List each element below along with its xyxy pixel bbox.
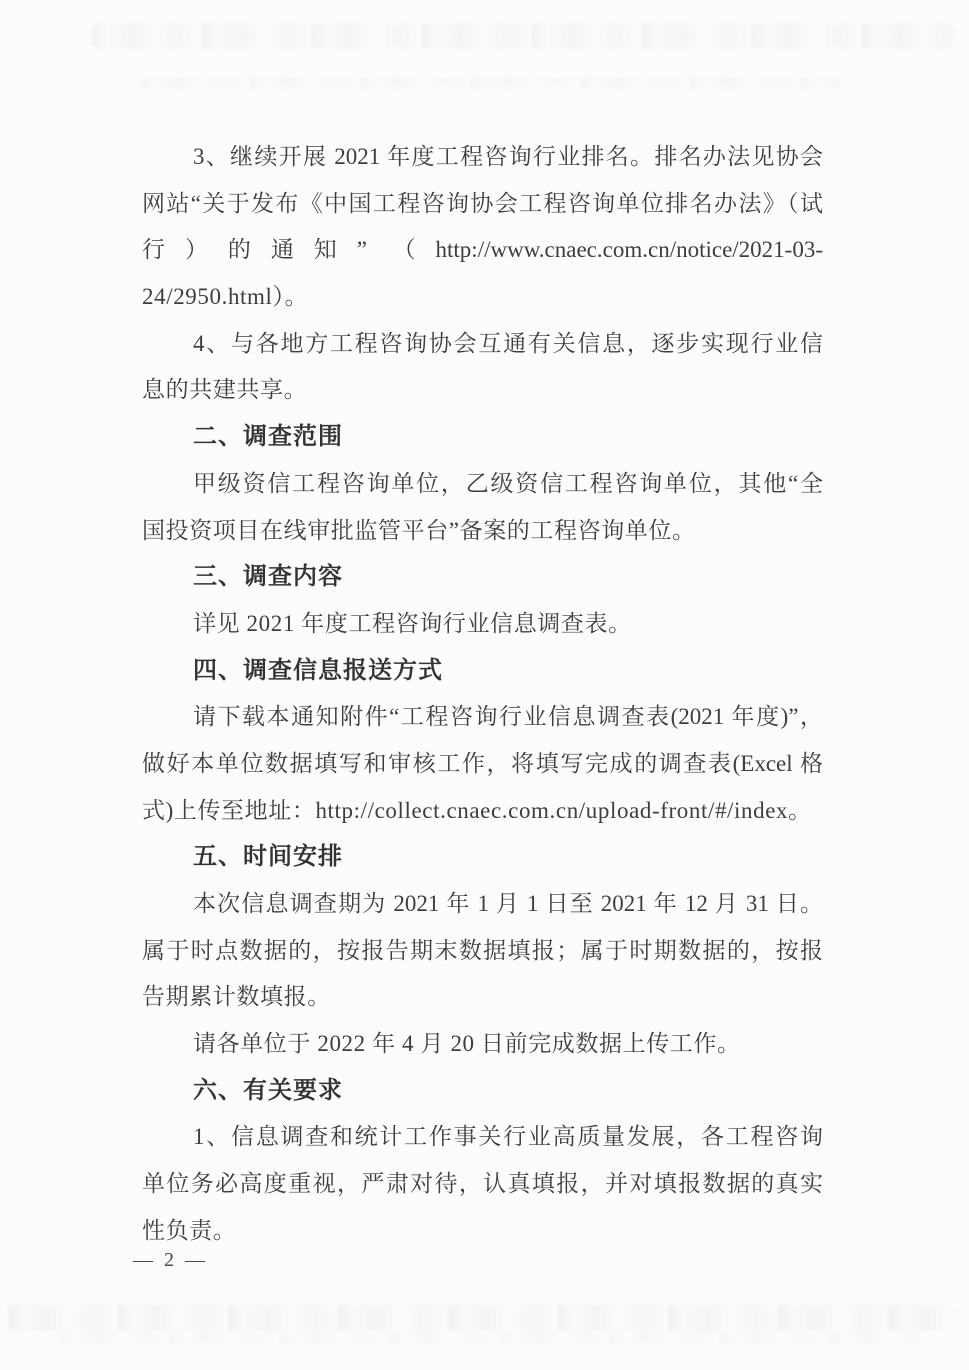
doc-line: 行）的通知” （http://www.cnaec.com.cn/notice/2021-03-	[142, 237, 823, 263]
document-body	[142, 134, 823, 1255]
doc-line: 3、继续开展 2021 年度工程咨询行业排名。排名办法见协会	[193, 144, 823, 169]
doc-line: 息的共建共享。	[142, 377, 308, 403]
doc-line: 国投资项目在线审批监管平台”备案的工程咨询单位。	[142, 517, 696, 543]
doc-line: 请各单位于 2022 年 4 月 20 日前完成数据上传工作。	[193, 1031, 741, 1057]
section-heading-4: 四、调查信息报送方式	[193, 656, 443, 684]
doc-line: 性负责。	[142, 1217, 237, 1243]
scan-artifact-bottom	[8, 1305, 958, 1331]
section-heading-3: 三、调查内容	[193, 563, 343, 591]
doc-line: 请下载本通知附件“工程咨询行业信息调查表(2021 年度)”，	[193, 704, 823, 730]
doc-line: 属于时点数据的，按报告期末数据填报；属于时期数据的，按报	[142, 937, 823, 963]
page-number: — 2 —	[133, 1249, 208, 1271]
doc-line: 甲级资信工程咨询单位，乙级资信工程咨询单位，其他“全	[193, 470, 823, 496]
doc-line: 单位务必高度重视，严肃对待，认真填报，并对填报数据的真实	[142, 1171, 823, 1197]
doc-line: 式)上传至地址：http://collect.cnaec.com.cn/upload-front/#/index。	[142, 797, 812, 823]
doc-line: 做好本单位数据填写和审核工作，将填写完成的调查表(Excel 格	[142, 750, 823, 776]
section-heading-2: 二、调查范围	[193, 423, 343, 451]
scan-artifact-top	[92, 24, 954, 48]
doc-line: 详见 2021 年度工程咨询行业信息调查表。	[193, 610, 632, 636]
scan-artifact-bottom-faint	[60, 1332, 920, 1344]
doc-line: 1、信息调查和统计工作事关行业高质量发展，各工程咨询	[193, 1124, 823, 1150]
section-heading-5: 五、时间安排	[193, 843, 343, 871]
doc-line: 24/2950.html）。	[142, 284, 309, 310]
section-heading-6: 六、有关要求	[193, 1076, 343, 1104]
doc-line: 网站“关于发布《中国工程咨询协会工程咨询单位排名办法》（试	[142, 190, 823, 216]
doc-line: 4、与各地方工程咨询协会互通有关信息，逐步实现行业信	[193, 330, 823, 356]
scan-artifact-top-faint	[140, 77, 840, 88]
doc-line: 告期累计数填报。	[142, 984, 331, 1010]
doc-line: 本次信息调查期为 2021 年 1 月 1 日至 2021 年 12 月 31 日。	[193, 891, 823, 916]
